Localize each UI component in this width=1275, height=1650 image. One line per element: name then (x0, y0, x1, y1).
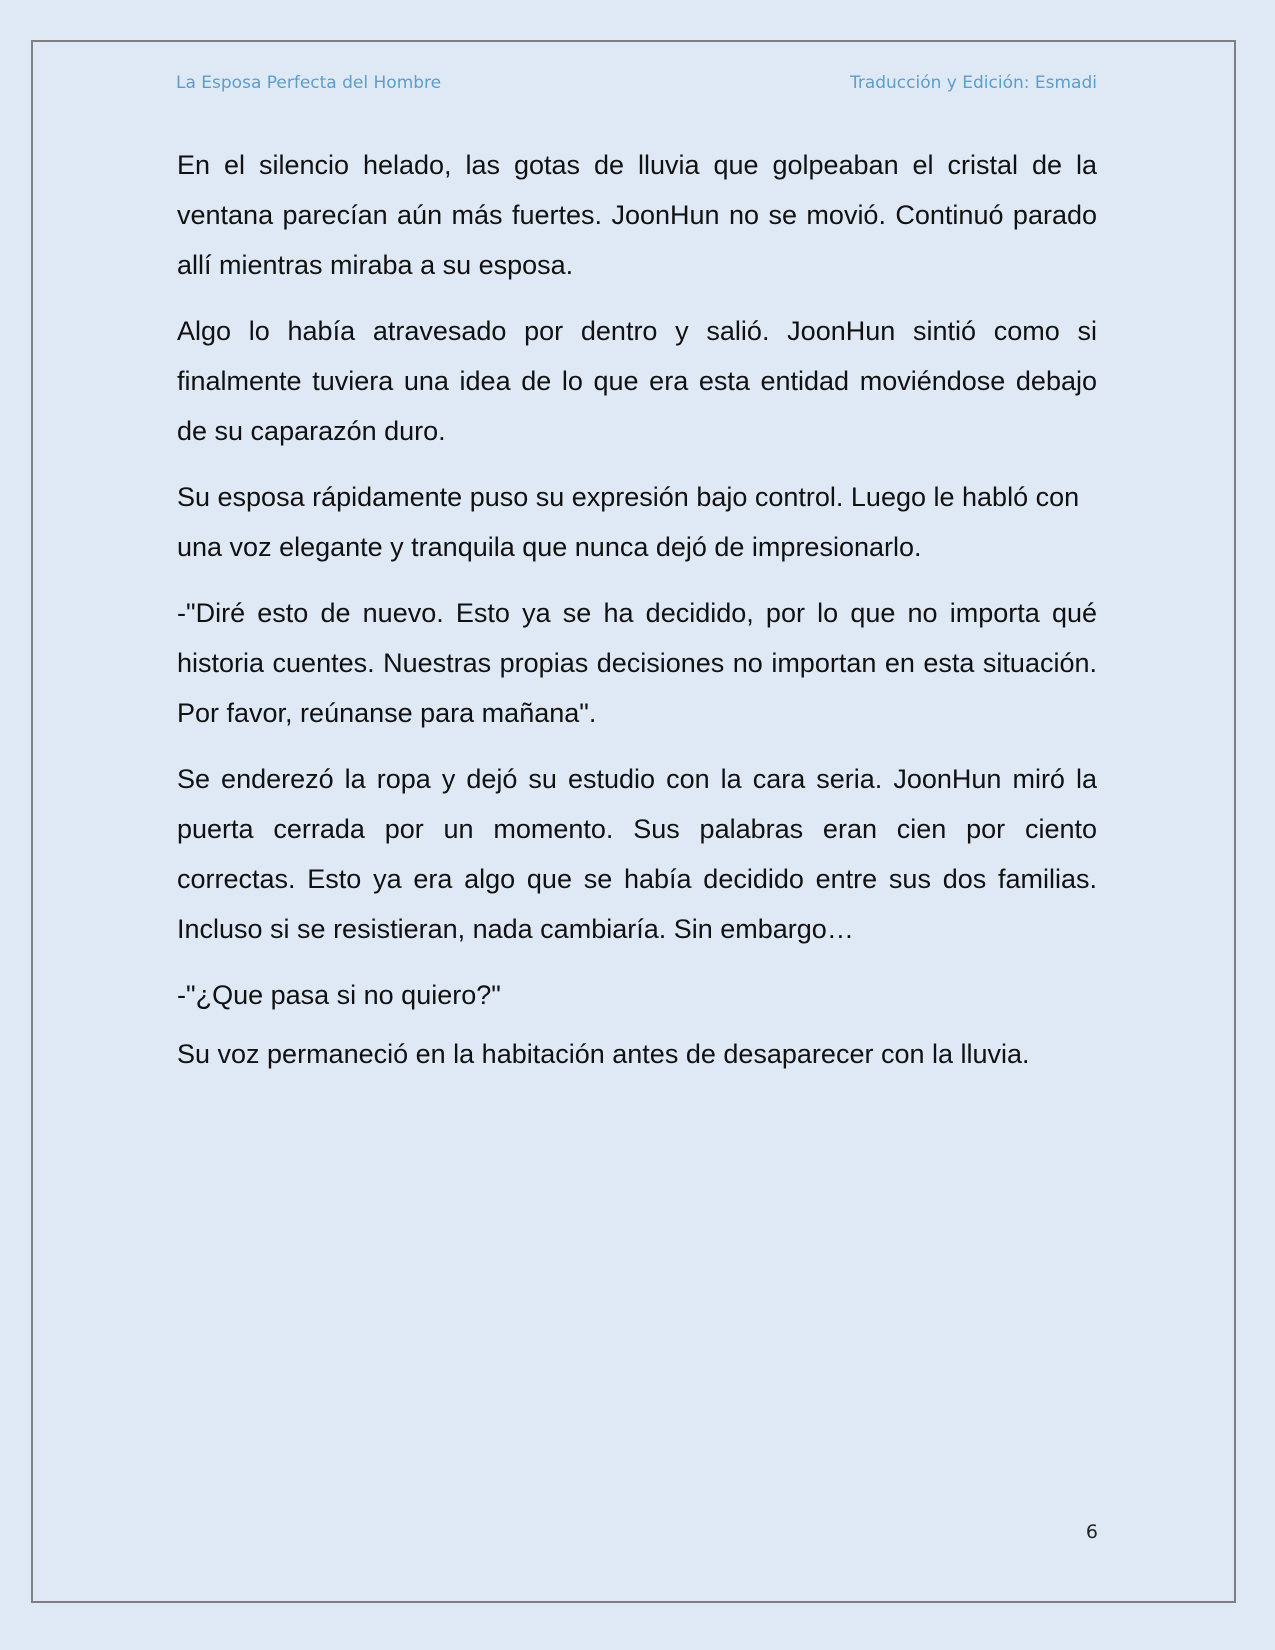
paragraph: Algo lo había atravesado por dentro y salió. JoonHun sintió como si finalmente tuviera una idea de lo que era esta entidad moviéndose debajo de su caparazón duro. (177, 316, 1097, 446)
paragraph: -"Diré esto de nuevo. Esto ya se ha decidido, por lo que no importa qué historia cuentes. Nuestras propias decisiones no importan en esta situación. Por favor, reúnanse para mañana". (177, 598, 1097, 728)
page-body (177, 140, 1097, 1089)
page-number: 6 (1085, 1521, 1098, 1543)
header-translation-credit: Traducción y Edición: Esmadi (849, 73, 1097, 93)
paragraph: Se enderezó la ropa y dejó su estudio con la cara seria. JoonHun miró la puerta cerrada por un momento. Sus palabras eran cien por ciento correctas. Esto ya era algo que se había decidido entre sus dos familias. Incluso si se resistieran, nada cambiaría. Sin embargo… (177, 764, 1097, 944)
paragraph: En el silencio helado, las gotas de lluvia que golpeaban el cristal de la ventana parecían aún más fuertes. JoonHun no se movió. Continuó parado allí mientras miraba a su esposa. (177, 150, 1097, 280)
paragraph: -"¿Que pasa si no quiero?" (177, 980, 501, 1010)
paragraph: Su esposa rápidamente puso su expresión bajo control. Luego le habló con una voz elegante y tranquila que nunca dejó de impresionarlo. (177, 482, 1080, 562)
paragraph: Su voz permaneció en la habitación antes de desaparecer con la lluvia. (177, 1039, 1030, 1069)
header-book-title: La Esposa Perfecta del Hombre (176, 73, 442, 93)
